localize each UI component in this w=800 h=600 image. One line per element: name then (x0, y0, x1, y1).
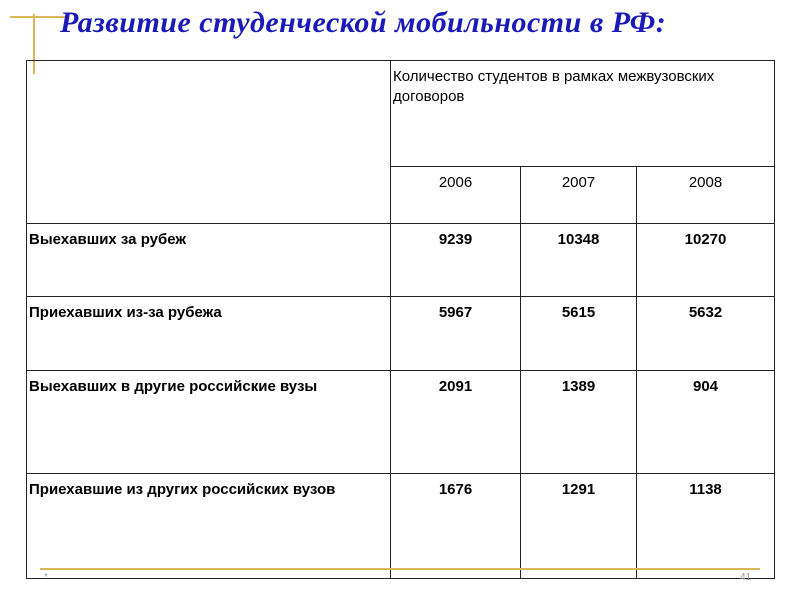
student-mobility-table (26, 60, 775, 579)
value-cell: 1138 (637, 474, 775, 579)
decorative-horizontal-line (10, 16, 66, 18)
value-cell: 5615 (521, 297, 637, 371)
year-header-2008: 2008 (637, 167, 775, 224)
year-header-2007: 2007 (521, 167, 637, 224)
table-header-row (27, 61, 775, 167)
row-label: Выехавших за рубеж (27, 224, 391, 297)
value-cell: 2091 (391, 371, 521, 474)
slide-title: Развитие студенческой мобильности в РФ: (60, 6, 667, 39)
value-cell: 5632 (637, 297, 775, 371)
value-cell: 10348 (521, 224, 637, 297)
value-cell: 1389 (521, 371, 637, 474)
year-header-2006: 2006 (391, 167, 521, 224)
footer-divider-line (40, 568, 760, 570)
row-label: Выехавших в другие российские вузы (27, 371, 391, 474)
group-header-cell: Количество студентов в рамках межвузовских договоров (391, 61, 775, 167)
table-row (27, 371, 775, 474)
value-cell: 10270 (637, 224, 775, 297)
footer-marker: * (44, 572, 48, 583)
table-row (27, 224, 775, 297)
value-cell: 5967 (391, 297, 521, 371)
value-cell: 904 (637, 371, 775, 474)
row-label: Приехавшие из других российских вузов (27, 474, 391, 579)
table-row (27, 474, 775, 579)
value-cell: 1676 (391, 474, 521, 579)
slide-number: 41 (740, 572, 752, 583)
table-row (27, 297, 775, 371)
value-cell: 1291 (521, 474, 637, 579)
value-cell: 9239 (391, 224, 521, 297)
empty-corner-cell (27, 61, 391, 224)
row-label: Приехавших из-за рубежа (27, 297, 391, 371)
